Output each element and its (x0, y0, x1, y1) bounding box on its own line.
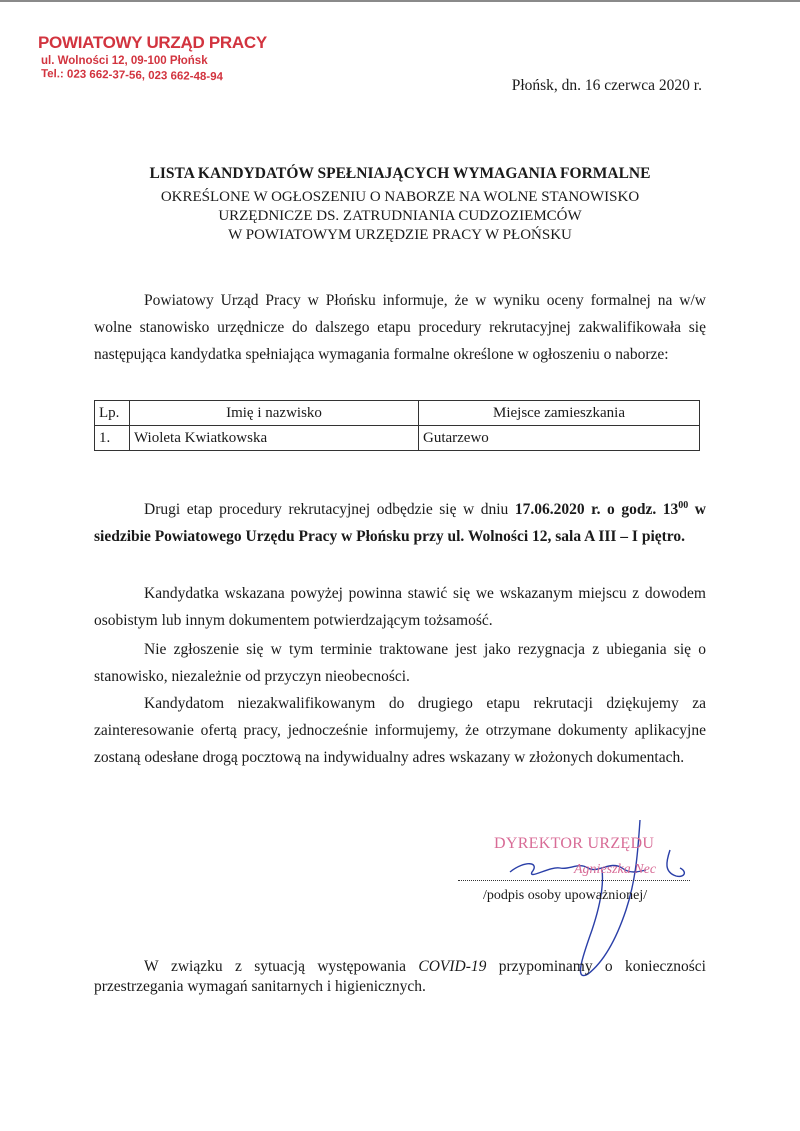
id-document-paragraph: Kandydatka wskazana powyżej powinna stawić się we wskazanym miejscu z dowodem osobistym lub innym dokumentem potwierdzającym tożsamość. (94, 585, 706, 629)
covid-word: przypominamy (498, 958, 593, 975)
second-stage-paragraph (94, 492, 706, 550)
signature-title-stamp: DYREKTOR URZĘDU (494, 835, 655, 852)
covid-word: o (604, 958, 613, 975)
document-title (0, 165, 800, 245)
stamp-office-name: POWIATOWY URZĄD PRACY (38, 33, 267, 52)
intro-paragraph: Powiatowy Urząd Pracy w Płońsku informuje, że w wyniku oceny formalnej na w/w wolne stanowisko urzędnicze do dalszego etapu procedury rekrutacyjnej zakwalifikowała się następująca kandydatka spełniająca wymagania formalne określone w ogłoszeniu o naborze: (94, 292, 706, 363)
table-header-row (95, 401, 700, 426)
cell-name: Wioleta Kwiatkowska (130, 426, 419, 451)
covid-word: W (144, 958, 159, 975)
covid-line-1 (94, 957, 706, 977)
covid-word: występowania (317, 958, 407, 975)
header-lp: Lp. (95, 401, 130, 426)
title-line-1: LISTA KANDYDATÓW SPEŁNIAJĄCYCH WYMAGANIA FORMALNE (149, 165, 651, 182)
signature-name-stamp: Agnieszka Nec (574, 862, 657, 877)
header-name: Imię i nazwisko (130, 401, 419, 426)
second-stage-location: w siedzibie Powiatowego Urzędu Pracy w Płońsku przy ul. Wolności 12, sala A III – I piętro. (94, 501, 706, 546)
cell-lp: 1. (95, 426, 130, 451)
candidates-table (94, 400, 700, 451)
second-stage-date-text: 17.06.2020 r. o godz. 13 (514, 501, 679, 519)
scan-top-edge (0, 0, 800, 2)
second-stage-text: Drugi etap procedury rekrutacyjnej odbędzie się w dniu (144, 501, 515, 519)
second-stage-minutes: 00 (678, 500, 689, 511)
title-line-3: URZĘDNICZE DS. ZATRUDNIANIA CUDZOZIEMCÓW (218, 208, 582, 224)
signature-dotted-line (458, 880, 690, 881)
header-place: Miejsce zamieszkania (419, 401, 700, 426)
covid-word: z (234, 958, 242, 975)
covid-word: sytuacją (254, 958, 305, 975)
office-stamp (38, 33, 267, 84)
covid-line-2: przestrzegania wymagań sanitarnych i higienicznych. (94, 978, 426, 995)
covid-word: związku (170, 958, 223, 975)
covid-notice (94, 957, 706, 997)
stamp-phone: Tel.: 023 662-37-56, 023 662-48-94 (40, 68, 224, 84)
thanks-paragraph: Kandydatom niezakwalifikowanym do drugiego etapu rekrutacji dziękujemy za zainteresowanie ofertą pracy, jednocześnie informujemy, że otrzymane dokumenty aplikacyjne zostaną odesłane drogą pocztową na indywidualny adres wskazany w złożonych dokumentach. (94, 695, 706, 766)
covid-word-covid19: COVID-19 (418, 958, 487, 975)
table-row (95, 426, 700, 451)
signature-caption: /podpis osoby upoważnionej/ (483, 888, 648, 903)
title-line-2: OKREŚLONE W OGŁOSZENIU O NABORZE NA WOLNE STANOWISKO (160, 189, 640, 205)
covid-word: konieczności (625, 958, 706, 975)
stamp-address: ul. Wolności 12, 09-100 Płońsk (41, 55, 208, 67)
cell-place: Gutarzewo (419, 426, 700, 451)
document-date: Płońsk, dn. 16 czerwca 2020 r. (511, 77, 702, 94)
title-line-4: W POWIATOWYM URZĘDZIE PRACY W PŁOŃSKU (228, 227, 572, 243)
absence-paragraph: Nie zgłoszenie się w tym terminie traktowane jest jako rezygnacja z ubiegania się o stanowisko, niezależnie od przyczyn nieobecności. (94, 641, 706, 685)
